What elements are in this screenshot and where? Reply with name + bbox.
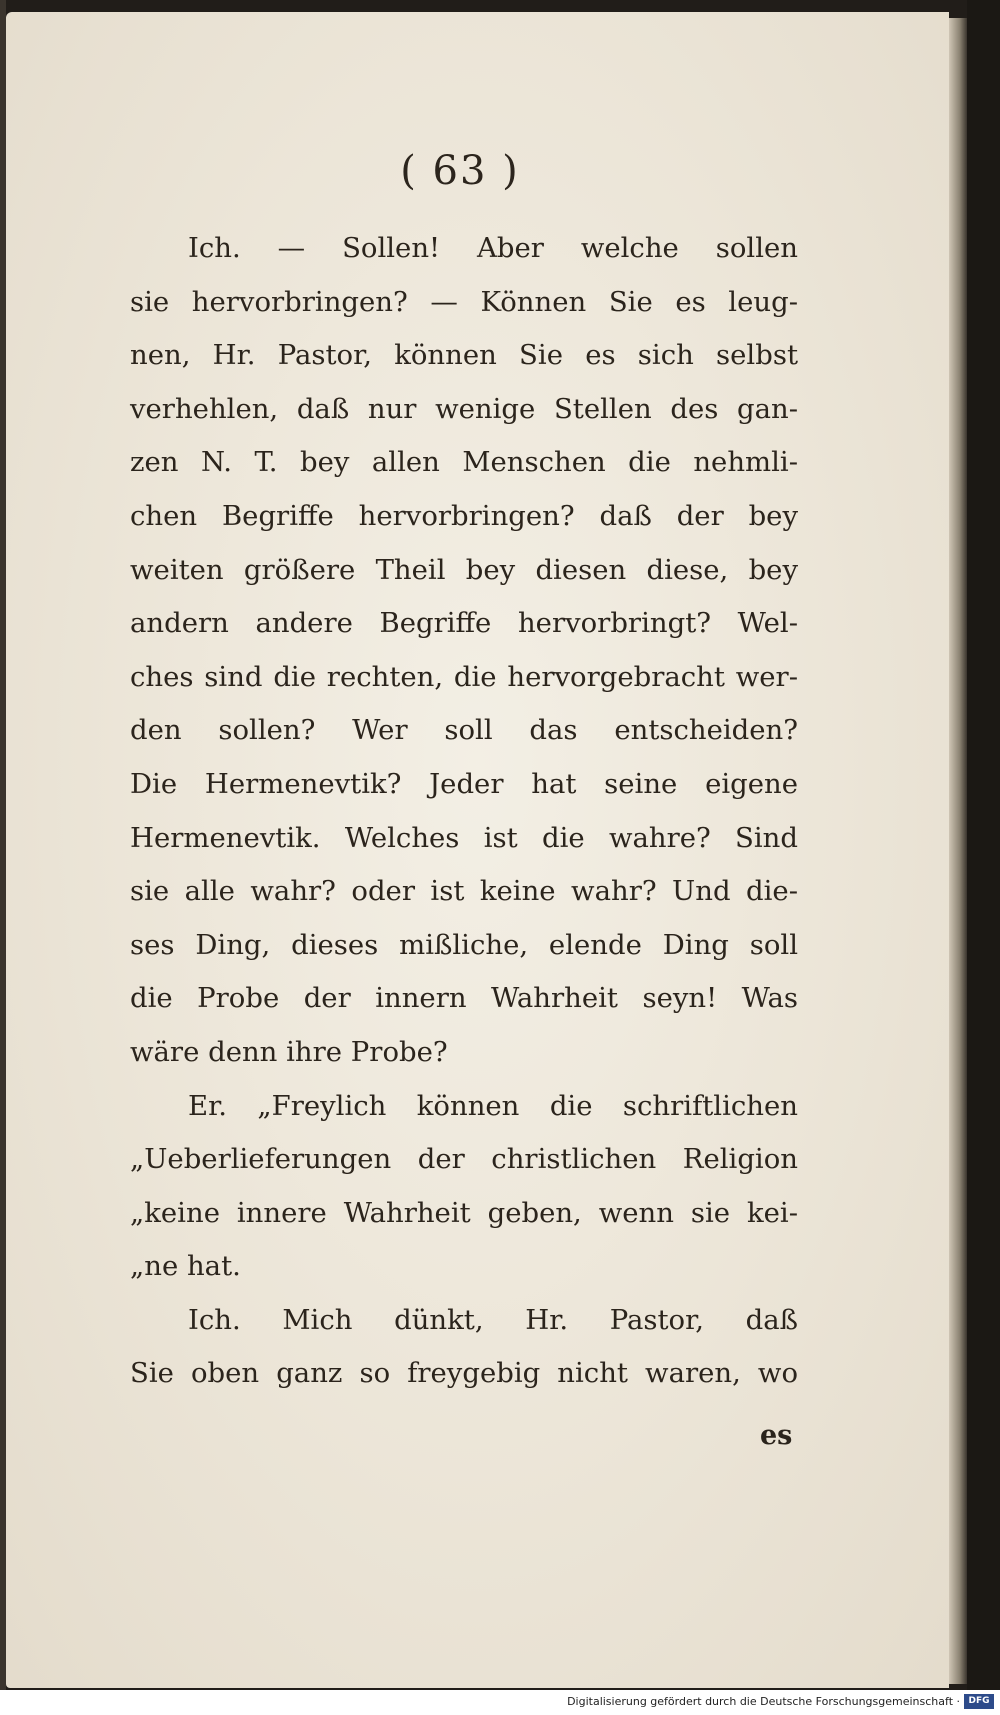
text-line: die Probe der innern Wahrheit seyn! Was — [130, 982, 798, 1015]
text-line: ses Ding, dieses mißliche, elende Ding soll — [130, 928, 798, 961]
text-line: den sollen? Wer soll das entscheiden? — [130, 714, 798, 747]
text-line: nen, Hr. Pastor, können Sie es sich selbst — [130, 339, 798, 372]
text-line: „ne hat. — [130, 1250, 241, 1283]
footer-bar — [0, 1690, 1000, 1715]
dfg-logo: DFG — [964, 1694, 994, 1709]
text-line: andern andere Begriffe hervorbringt? Wel- — [130, 607, 798, 640]
footer-credit: Digitalisierung gefördert durch die Deutsche Forschungsgemeinschaft · — [567, 1695, 960, 1708]
text-line: Sie oben ganz so freygebig nicht waren, wo — [130, 1357, 798, 1390]
text-line: chen Begriffe hervorbringen? daß der bey — [130, 499, 798, 532]
text-line: ches sind die rechten, die hervorgebracht wer- — [130, 660, 798, 693]
text-line: weiten größere Theil bey diesen diese, bey — [130, 553, 798, 586]
page-edge — [949, 18, 967, 1684]
text-line: Ich. — Sollen! Aber welche sollen — [188, 232, 798, 264]
text-line: „Ueberlieferungen der christlichen Religion — [130, 1143, 798, 1176]
body-text — [130, 222, 798, 1401]
text-line: Ich. Mich dünkt, Hr. Pastor, daß — [188, 1303, 798, 1336]
text-line: verhehlen, daß nur wenige Stellen des gan- — [130, 392, 798, 425]
text-line: sie hervorbringen? — Können Sie es leug- — [130, 285, 798, 318]
catchword: es — [760, 1420, 793, 1451]
page-number: ( 63 ) — [400, 148, 520, 194]
text-line: wäre denn ihre Probe? — [130, 1035, 448, 1068]
text-line: Er. „Freylich können die schriftlichen — [188, 1089, 798, 1122]
text-line: Die Hermenevtik? Jeder hat seine eigene — [130, 767, 798, 800]
text-line: sie alle wahr? oder ist keine wahr? Und die- — [130, 875, 798, 908]
text-line: „keine innere Wahrheit geben, wenn sie kei- — [130, 1196, 798, 1229]
text-line: zen N. T. bey allen Menschen die nehmli- — [130, 446, 798, 479]
text-line: Hermenevtik. Welches ist die wahre? Sind — [130, 821, 798, 854]
binding-shadow — [967, 0, 1000, 1690]
